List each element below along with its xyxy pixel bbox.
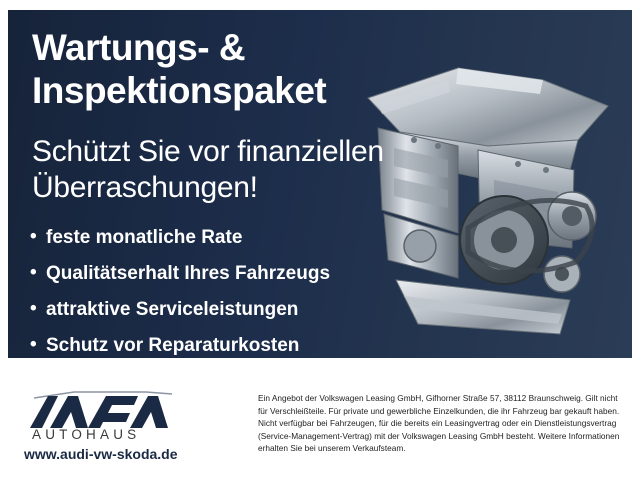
subheadline <box>32 134 452 206</box>
list-item: • Qualitätserhalt Ihres Fahrzeugs <box>30 264 430 283</box>
benefits-list <box>30 228 430 372</box>
dealer-website-link[interactable]: www.audi-vw-skoda.de <box>24 446 178 462</box>
dealer-logo-block <box>18 392 238 468</box>
legal-disclaimer: Ein Angebot der Volkswagen Leasing GmbH, Gifhorner Straße 57, 38112 Braunschweig. Gilt nicht für Verschleißteile. Für private und gewerbliche Einzelkunden, die ihr Fahrzeug bar gekauft haben. Nicht verfügbar bei Fahrzeugen, für die bereits ein Leasingvertrag oder ein Dienstleistungsvertrag (Service-Management-Vertrag) mit der Volkswagen Leasing GmbH besteht. Weitere Informationen erhalten Sie bei unserem Verkaufsteam. <box>258 393 620 454</box>
list-item: • Schutz vor Reparaturkosten <box>30 336 430 355</box>
headline <box>32 26 452 113</box>
list-item: • attraktive Serviceleistungen <box>30 300 430 319</box>
list-item: • feste monatliche Rate <box>30 228 430 247</box>
advice-line-2: Finanz- und Versicherungsdienstleistungen! <box>30 376 273 389</box>
subheadline-line-2: Überraschungen! <box>32 171 258 204</box>
advice-line-1: Wir beraten Sie gerne zu allen Fragen rund um unsere <box>30 360 326 372</box>
headline-line-2: Inspektionspaket <box>32 70 327 112</box>
promo-banner <box>8 10 632 389</box>
advice-text <box>30 358 360 391</box>
afa-logo-icon <box>26 392 176 432</box>
subheadline-line-1: Schützt Sie vor finanziellen <box>32 135 384 168</box>
headline-line-1: Wartungs- & <box>32 27 246 68</box>
logo-subtitle: AUTOHAUS <box>32 427 141 442</box>
